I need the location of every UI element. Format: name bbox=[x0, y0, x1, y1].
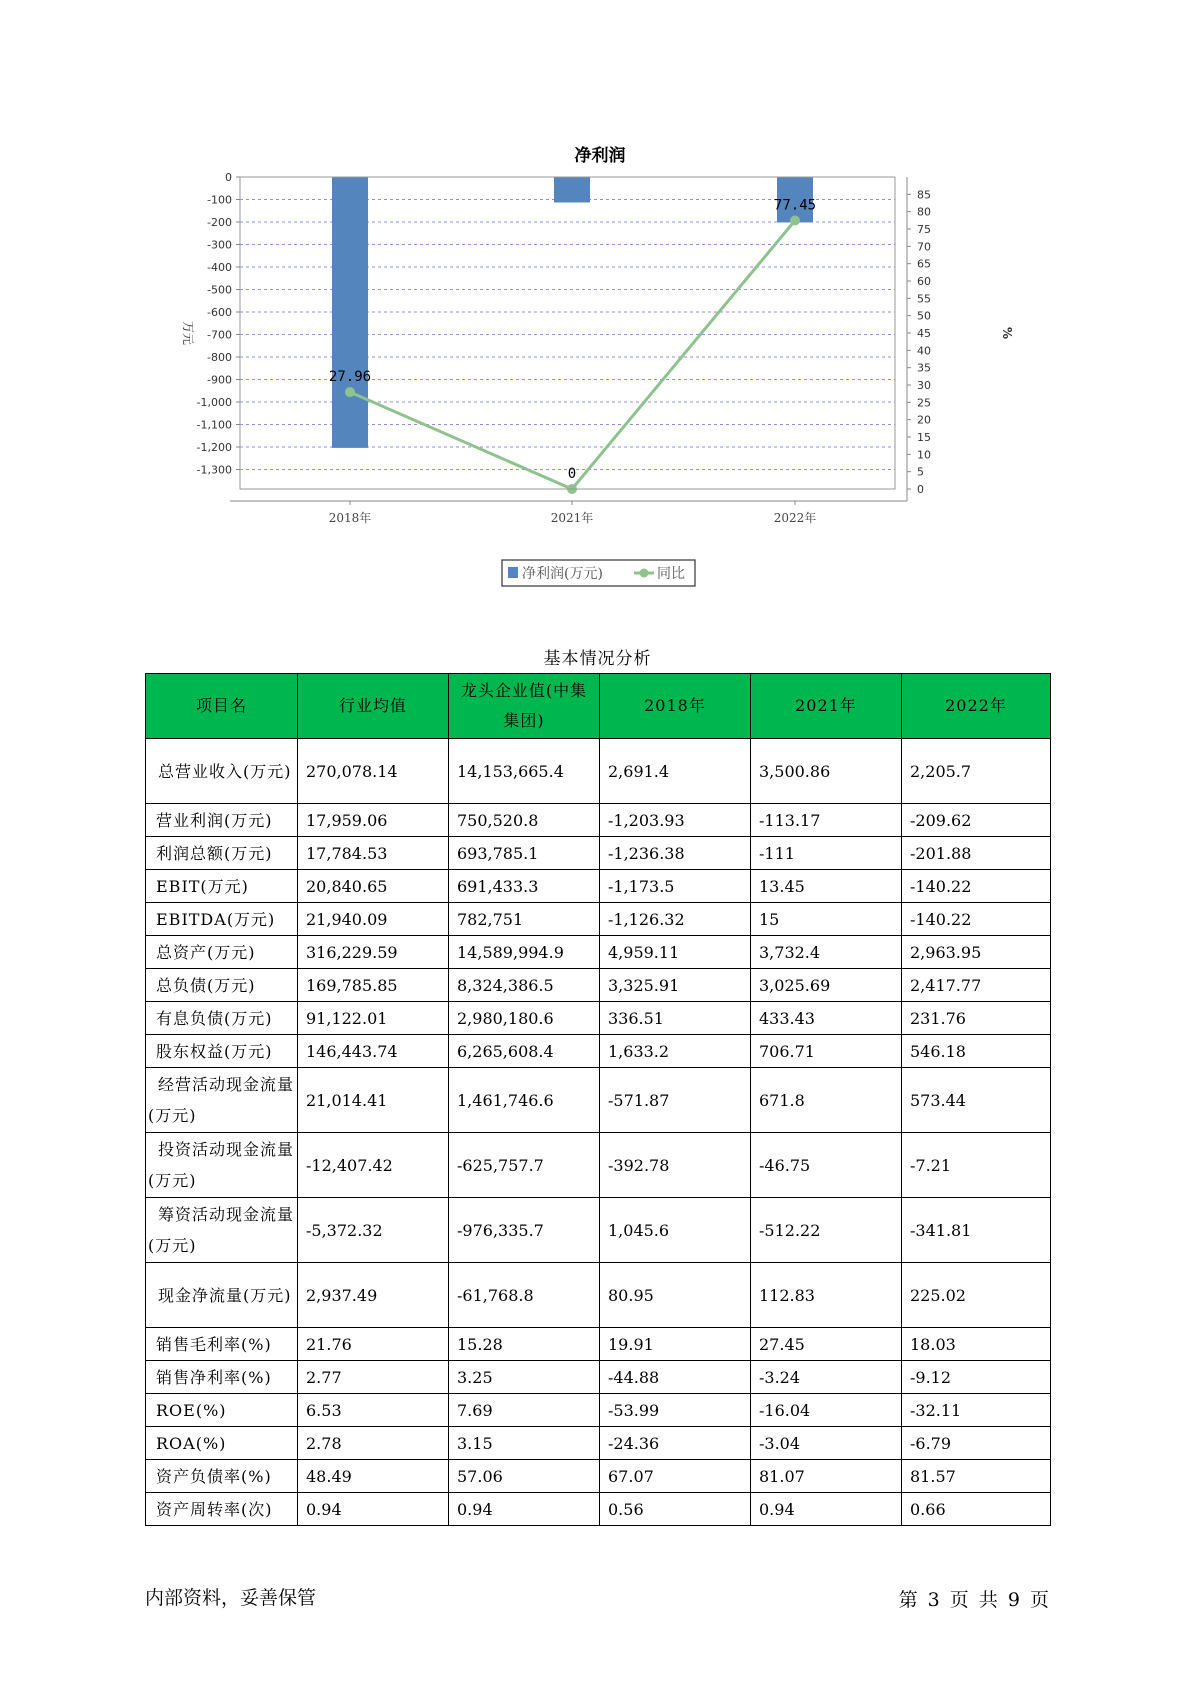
table-row bbox=[146, 1068, 1051, 1133]
row-label: 营业利润(万元) bbox=[146, 804, 298, 837]
row-label: 资产负债率(%) bbox=[146, 1460, 298, 1493]
table-cell: -1,236.38 bbox=[600, 837, 751, 870]
footer-page-number: 第 3 页 共 9 页 bbox=[898, 1589, 1051, 1611]
table-cell: 57.06 bbox=[449, 1460, 600, 1493]
table-cell: 7.69 bbox=[449, 1394, 600, 1427]
table-cell: 91,122.01 bbox=[298, 1002, 449, 1035]
x-tick-label: 2018年 bbox=[328, 511, 372, 525]
table-cell: -12,407.42 bbox=[298, 1133, 449, 1198]
left-tick-label: -600 bbox=[207, 306, 232, 319]
right-axis-label: % bbox=[1000, 326, 1014, 340]
yoy-data-label: 77.45 bbox=[773, 197, 817, 214]
table-cell: 0.66 bbox=[902, 1493, 1051, 1526]
table-cell: -625,757.7 bbox=[449, 1133, 600, 1198]
table-cell: 21.76 bbox=[298, 1328, 449, 1361]
table-row bbox=[146, 1427, 1051, 1460]
table-row bbox=[146, 870, 1051, 903]
table-cell: 17,959.06 bbox=[298, 804, 449, 837]
table-cell: 169,785.85 bbox=[298, 969, 449, 1002]
left-tick-label: -200 bbox=[207, 216, 232, 229]
right-tick-label: 85 bbox=[917, 188, 931, 202]
table-cell: 3,325.91 bbox=[600, 969, 751, 1002]
table-cell: -1,203.93 bbox=[600, 804, 751, 837]
right-tick-label: 15 bbox=[917, 431, 931, 444]
table-cell: -111 bbox=[751, 837, 902, 870]
table-cell: -1,126.32 bbox=[600, 903, 751, 936]
footer-confidential-note: 内部资料，妥善保管 bbox=[145, 1587, 317, 1609]
row-label: 销售毛利率(%) bbox=[146, 1328, 298, 1361]
bar-2021年 bbox=[554, 177, 590, 202]
table-cell: 0.94 bbox=[751, 1493, 902, 1526]
table-cell: 2,963.95 bbox=[902, 936, 1051, 969]
table-cell: 573.44 bbox=[902, 1068, 1051, 1133]
table-cell: -209.62 bbox=[902, 804, 1051, 837]
row-label: 利润总额(万元) bbox=[146, 837, 298, 870]
right-tick-label: 30 bbox=[917, 379, 931, 392]
table-cell: 15 bbox=[751, 903, 902, 936]
table-row bbox=[146, 1460, 1051, 1493]
x-tick-label: 2022年 bbox=[773, 511, 817, 525]
table-cell: -5,372.32 bbox=[298, 1198, 449, 1263]
table-cell: -7.21 bbox=[902, 1133, 1051, 1198]
right-tick-label: 55 bbox=[917, 292, 931, 306]
legend-line-marker bbox=[640, 569, 649, 578]
table-cell: 21,014.41 bbox=[298, 1068, 449, 1133]
table-row bbox=[146, 1361, 1051, 1394]
table-cell: 270,078.14 bbox=[298, 739, 449, 804]
table-cell: 6,265,608.4 bbox=[449, 1035, 600, 1068]
row-label: 股东权益(万元) bbox=[146, 1035, 298, 1068]
table-cell: 1,461,746.6 bbox=[449, 1068, 600, 1133]
line-series bbox=[329, 198, 816, 494]
left-tick-label: -100 bbox=[207, 193, 232, 207]
header-2018: 2018年 bbox=[600, 674, 751, 739]
right-tick-label: 65 bbox=[917, 257, 931, 271]
left-tick-label: -1,100 bbox=[196, 418, 232, 432]
table-cell: 20,840.65 bbox=[298, 870, 449, 903]
table-row bbox=[146, 804, 1051, 837]
row-label: 筹资活动现金流量(万元) bbox=[146, 1198, 298, 1263]
table-row bbox=[146, 1263, 1051, 1328]
right-tick-label: 20 bbox=[917, 413, 931, 427]
row-label: 总营业收入(万元) bbox=[146, 739, 298, 804]
table-cell: 0.94 bbox=[298, 1493, 449, 1526]
table-title: 基本情况分析 bbox=[543, 649, 652, 669]
table-cell: 1,045.6 bbox=[600, 1198, 751, 1263]
table-cell: 691,433.3 bbox=[449, 870, 600, 903]
table-cell: -341.81 bbox=[902, 1198, 1051, 1263]
table-cell: 15.28 bbox=[449, 1328, 600, 1361]
table-cell: -140.22 bbox=[902, 903, 1051, 936]
table-row bbox=[146, 1035, 1051, 1068]
right-tick-label: 45 bbox=[917, 327, 931, 340]
table-header-row bbox=[146, 674, 1051, 739]
table-row bbox=[146, 936, 1051, 969]
row-label: ROA(%) bbox=[146, 1427, 298, 1460]
table-row bbox=[146, 903, 1051, 936]
table-cell: 27.45 bbox=[751, 1328, 902, 1361]
yoy-data-label: 27.96 bbox=[328, 369, 372, 386]
table-cell: 18.03 bbox=[902, 1328, 1051, 1361]
table-cell: 782,751 bbox=[449, 903, 600, 936]
table-cell: -1,173.5 bbox=[600, 870, 751, 903]
header-leader-value: 龙头企业值(中集集团) bbox=[449, 674, 600, 739]
yoy-data-label: 0 bbox=[567, 466, 577, 482]
table-cell: 336.51 bbox=[600, 1002, 751, 1035]
table-cell: -512.22 bbox=[751, 1198, 902, 1263]
x-tick-label: 2021年 bbox=[550, 511, 594, 525]
table-cell: 2,691.4 bbox=[600, 739, 751, 804]
right-tick-label: 75 bbox=[917, 223, 931, 236]
right-tick-label: 80 bbox=[917, 205, 931, 219]
table-cell: 48.49 bbox=[298, 1460, 449, 1493]
left-tick-label: -1,000 bbox=[196, 396, 232, 409]
table-cell: 2.78 bbox=[298, 1427, 449, 1460]
table-cell: 3,500.86 bbox=[751, 739, 902, 804]
left-tick-label: -1,300 bbox=[196, 463, 232, 477]
table-cell: -3.04 bbox=[751, 1427, 902, 1460]
right-tick-label: 35 bbox=[917, 361, 931, 375]
basic-analysis-table bbox=[145, 673, 1051, 1526]
row-label: 投资活动现金流量(万元) bbox=[146, 1133, 298, 1198]
table-row bbox=[146, 837, 1051, 870]
table-cell: 2,937.49 bbox=[298, 1263, 449, 1328]
table-cell: 81.07 bbox=[751, 1460, 902, 1493]
yoy-line bbox=[350, 221, 795, 489]
table-cell: 0.94 bbox=[449, 1493, 600, 1526]
table-cell: 3.15 bbox=[449, 1427, 600, 1460]
left-tick-label: -700 bbox=[207, 328, 232, 342]
table-cell: 2,980,180.6 bbox=[449, 1002, 600, 1035]
table-cell: 17,784.53 bbox=[298, 837, 449, 870]
table-cell: 1,633.2 bbox=[600, 1035, 751, 1068]
table-row bbox=[146, 969, 1051, 1002]
table-cell: 4,959.11 bbox=[600, 936, 751, 969]
right-tick-label: 0 bbox=[917, 483, 924, 496]
right-tick-label: 10 bbox=[917, 448, 931, 462]
table-row bbox=[146, 1394, 1051, 1427]
table-cell: 2,417.77 bbox=[902, 969, 1051, 1002]
right-tick-label: 40 bbox=[917, 344, 931, 358]
row-label: 销售净利率(%) bbox=[146, 1361, 298, 1394]
table-cell: -32.11 bbox=[902, 1394, 1051, 1427]
row-label: EBITDA(万元) bbox=[146, 903, 298, 936]
legend-line-label: 同比 bbox=[657, 566, 685, 582]
row-label: 现金净流量(万元) bbox=[146, 1263, 298, 1328]
table-cell: 67.07 bbox=[600, 1460, 751, 1493]
left-tick-label: -900 bbox=[207, 373, 232, 387]
table-cell: 3,732.4 bbox=[751, 936, 902, 969]
table-cell: 112.83 bbox=[751, 1263, 902, 1328]
table-cell: 225.02 bbox=[902, 1263, 1051, 1328]
row-label: 资产周转率(次) bbox=[146, 1493, 298, 1526]
table-row bbox=[146, 739, 1051, 804]
table-cell: 6.53 bbox=[298, 1394, 449, 1427]
table-cell: 750,520.8 bbox=[449, 804, 600, 837]
legend-bar-label: 净利润(万元) bbox=[522, 566, 603, 582]
table-cell: -24.36 bbox=[600, 1427, 751, 1460]
table-row bbox=[146, 1328, 1051, 1361]
table-cell: 14,153,665.4 bbox=[449, 739, 600, 804]
row-label: 总负债(万元) bbox=[146, 969, 298, 1002]
left-tick-label: -800 bbox=[207, 351, 232, 364]
table-row bbox=[146, 1493, 1051, 1526]
table-cell: -113.17 bbox=[751, 804, 902, 837]
table-cell: 2,205.7 bbox=[902, 739, 1051, 804]
table-cell: -6.79 bbox=[902, 1427, 1051, 1460]
left-tick-label: -1,200 bbox=[196, 441, 232, 454]
table-cell: -392.78 bbox=[600, 1133, 751, 1198]
table-cell: 81.57 bbox=[902, 1460, 1051, 1493]
header-item: 项目名 bbox=[146, 674, 298, 739]
table-cell: 21,940.09 bbox=[298, 903, 449, 936]
table-cell: -201.88 bbox=[902, 837, 1051, 870]
right-tick-label: 25 bbox=[917, 396, 931, 410]
table-cell: 433.43 bbox=[751, 1002, 902, 1035]
yoy-point-2018年 bbox=[345, 387, 355, 397]
table-cell: 231.76 bbox=[902, 1002, 1051, 1035]
header-industry-avg: 行业均值 bbox=[298, 674, 449, 739]
table-cell: 8,324,386.5 bbox=[449, 969, 600, 1002]
table-row bbox=[146, 1198, 1051, 1263]
row-label: EBIT(万元) bbox=[146, 870, 298, 903]
left-tick-label: -400 bbox=[207, 261, 232, 274]
left-tick-label: 0 bbox=[225, 171, 232, 184]
table-cell: -46.75 bbox=[751, 1133, 902, 1198]
bar-2018年 bbox=[332, 177, 368, 448]
yoy-point-2022年 bbox=[790, 216, 800, 226]
table-cell: -53.99 bbox=[600, 1394, 751, 1427]
row-label: ROE(%) bbox=[146, 1394, 298, 1427]
table-cell: 316,229.59 bbox=[298, 936, 449, 969]
table-cell: -571.87 bbox=[600, 1068, 751, 1133]
net-profit-chart bbox=[0, 0, 1191, 600]
table-cell: 546.18 bbox=[902, 1035, 1051, 1068]
table-cell: 3,025.69 bbox=[751, 969, 902, 1002]
table-cell: 14,589,994.9 bbox=[449, 936, 600, 969]
table-cell: -61,768.8 bbox=[449, 1263, 600, 1328]
table-row bbox=[146, 1133, 1051, 1198]
table-cell: -140.22 bbox=[902, 870, 1051, 903]
row-label: 经营活动现金流量(万元) bbox=[146, 1068, 298, 1133]
left-tick-label: -500 bbox=[207, 283, 232, 297]
left-axis-label: 万元 bbox=[181, 320, 195, 346]
row-label: 总资产(万元) bbox=[146, 936, 298, 969]
table-cell: 80.95 bbox=[600, 1263, 751, 1328]
table-cell: 671.8 bbox=[751, 1068, 902, 1133]
legend-bar-swatch bbox=[508, 567, 518, 578]
table-cell: -9.12 bbox=[902, 1361, 1051, 1394]
right-tick-label: 60 bbox=[917, 275, 931, 288]
chart-axes bbox=[181, 171, 1014, 525]
table-cell: 146,443.74 bbox=[298, 1035, 449, 1068]
table-cell: 706.71 bbox=[751, 1035, 902, 1068]
chart-legend bbox=[502, 560, 695, 586]
table-cell: -16.04 bbox=[751, 1394, 902, 1427]
table-cell: 0.56 bbox=[600, 1493, 751, 1526]
row-label: 有息负债(万元) bbox=[146, 1002, 298, 1035]
right-tick-label: 5 bbox=[917, 465, 924, 479]
header-2022: 2022年 bbox=[902, 674, 1051, 739]
header-2021: 2021年 bbox=[751, 674, 902, 739]
table-cell: -976,335.7 bbox=[449, 1198, 600, 1263]
bar-series bbox=[332, 177, 813, 448]
table-cell: 13.45 bbox=[751, 870, 902, 903]
table-row bbox=[146, 1002, 1051, 1035]
table-cell: 2.77 bbox=[298, 1361, 449, 1394]
table-cell: -44.88 bbox=[600, 1361, 751, 1394]
right-tick-label: 70 bbox=[917, 240, 931, 254]
table-cell: 3.25 bbox=[449, 1361, 600, 1394]
right-tick-label: 50 bbox=[917, 309, 931, 323]
table-cell: 693,785.1 bbox=[449, 837, 600, 870]
left-tick-label: -300 bbox=[207, 238, 232, 252]
chart-title: 净利润 bbox=[574, 146, 626, 166]
table-cell: 19.91 bbox=[600, 1328, 751, 1361]
table-cell: -3.24 bbox=[751, 1361, 902, 1394]
